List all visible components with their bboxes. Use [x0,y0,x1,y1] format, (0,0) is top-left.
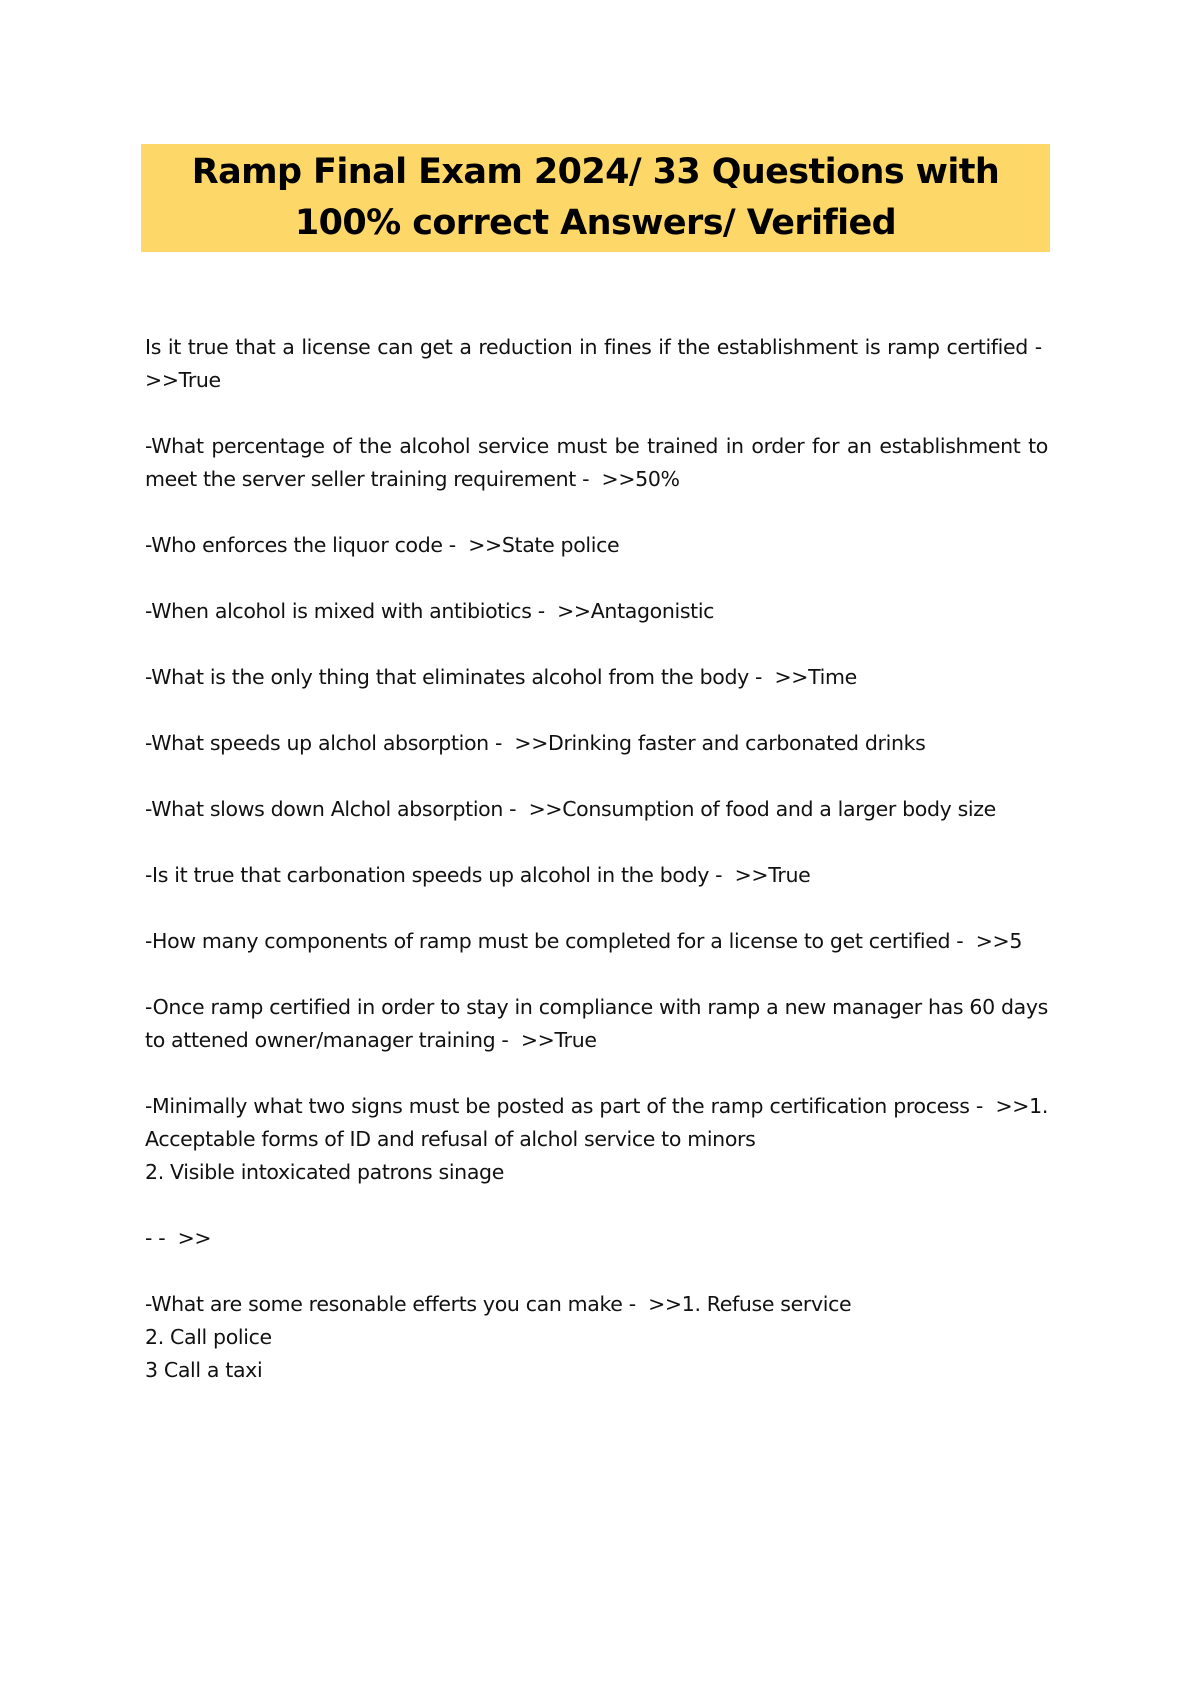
answer-text: >>1. Refuse service [648,1292,852,1316]
answer-text: >>Time [774,665,857,689]
qa-item-5 [145,661,1048,694]
question-text: - - [145,1226,166,1250]
question-text: -Who enforces the liquor code - [145,533,456,557]
answer-extra-line: 2. Visible intoxicated patrons sinage [145,1160,504,1184]
answer-text: >>State police [468,533,620,557]
qa-item-12 [145,1222,1048,1255]
question-text: -What is the only thing that eliminates alcohol from the body - [145,665,763,689]
question-text: -What slows down Alchol absorption - [145,797,517,821]
question-text: -What percentage of the alcohol service must be trained in order for an establishment to meet the server seller training requirement - [145,434,1048,491]
answer-text: >>True [734,863,811,887]
question-text: -What speeds up alchol absorption - [145,731,503,755]
question-text: -What are some resonable efferts you can make - [145,1292,636,1316]
answer-text: >>True [520,1028,597,1052]
document-title-line-1: Ramp Final Exam 2024/ 33 Questions with [191,152,1000,192]
question-text: -How many components of ramp must be completed for a license to get certified - [145,929,964,953]
qa-item-9 [145,925,1048,958]
question-text: Is it true that a license can get a reduction in fines if the establishment is ramp certified - [145,335,1042,359]
qa-item-4 [145,595,1048,628]
answer-text: >> [177,1226,212,1250]
qa-item-13 [145,1288,1048,1387]
answer-text: >>1. Acceptable forms of ID and refusal of alchol service to minors [145,1094,1048,1151]
question-text: -Once ramp certified in order to stay in compliance with ramp a new manager has 60 days to attened owner/manager training - [145,995,1048,1052]
answer-text: >>Drinking faster and carbonated drinks [514,731,926,755]
document-body [145,331,1048,1420]
answer-text: >>True [145,368,221,392]
qa-item-6 [145,727,1048,760]
qa-item-7 [145,793,1048,826]
qa-item-3 [145,529,1048,562]
answer-text: >>Antagonistic [557,599,715,623]
answer-text: >>Consumption of food and a larger body size [528,797,996,821]
qa-item-11 [145,1090,1048,1189]
answer-text: >>50% [601,467,680,491]
question-text: -When alcohol is mixed with antibiotics - [145,599,545,623]
answer-extra-line: 3 Call a taxi [145,1358,263,1382]
qa-item-1 [145,331,1048,397]
document-title-band [141,144,1050,252]
question-text: -Is it true that carbonation speeds up alcohol in the body - [145,863,723,887]
question-text: -Minimally what two signs must be posted as part of the ramp certification process - [145,1094,983,1118]
qa-item-2 [145,430,1048,496]
document-title-line-2: 100% correct Answers/ Verified [294,203,897,243]
answer-extra-line: 2. Call police [145,1325,272,1349]
answer-text: >>5 [975,929,1023,953]
qa-item-8 [145,859,1048,892]
qa-item-10 [145,991,1048,1057]
